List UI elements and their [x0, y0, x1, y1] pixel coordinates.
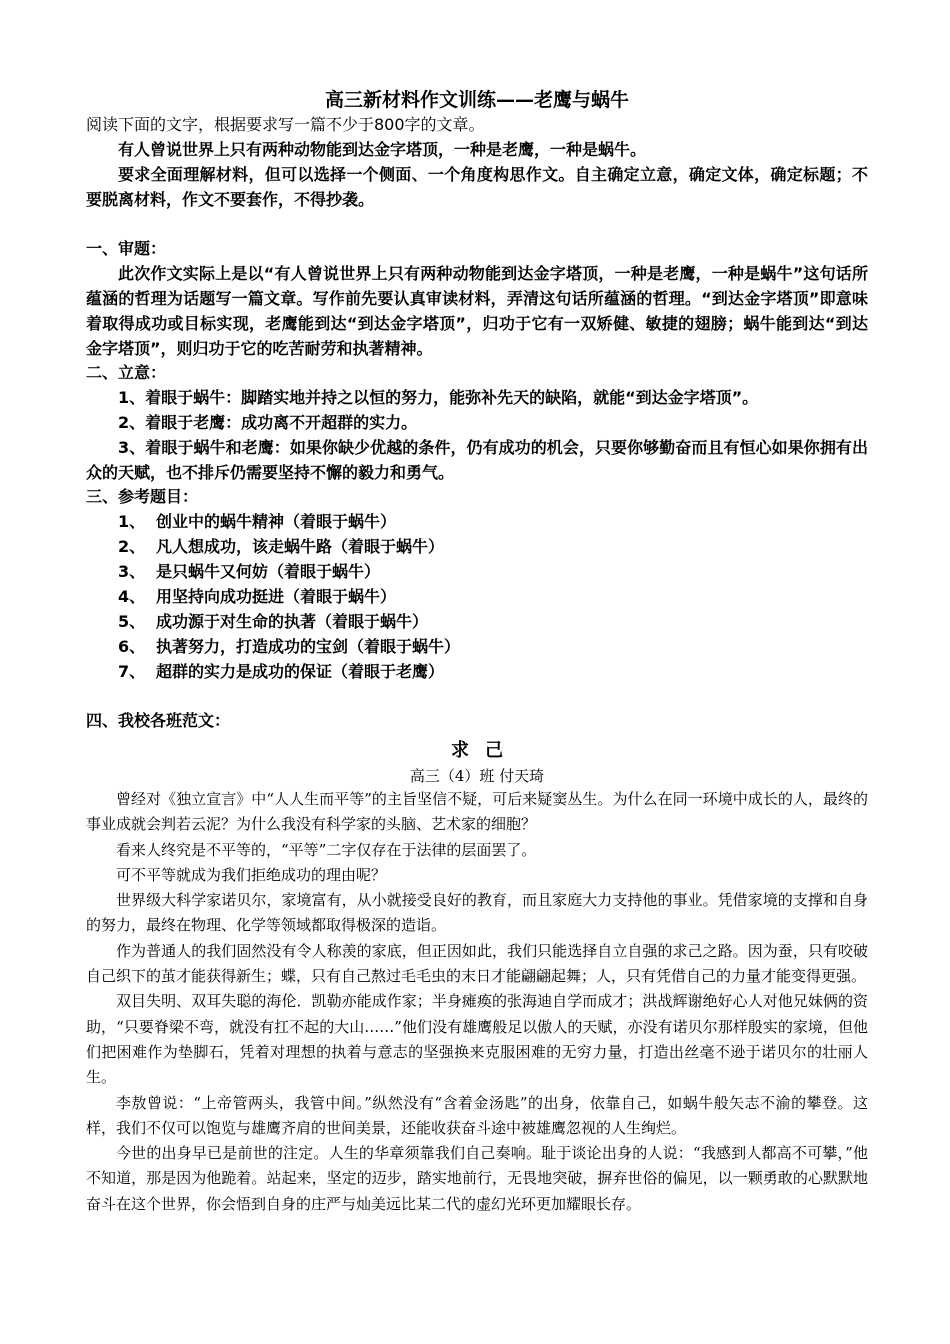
section2-heading: 二、立意： — [86, 363, 167, 382]
essay-paragraph: 可不平等就成为我们拒绝成功的理由呢？ — [116, 865, 387, 884]
topic-list — [86, 509, 868, 684]
section2-item-2: 2、着眼于老鹰：成功离不开超群的实力。 — [118, 413, 418, 432]
topic-item: 3、 是只蜗牛又何妨（着眼于蜗牛） — [118, 562, 381, 581]
prompt-intro: 阅读下面的文字，根据要求写一篇不少于800字的文章。 — [86, 115, 485, 134]
section1-text: 此次作文实际上是以“有人曾说世界上只有两种动物能到达金字塔顶，一种是老鹰，一种是蜗牛”这句话所蕴涵的哲理为话题写一篇文章。写作前先要认真审读材料，弄清这句话所蕴涵的哲理。“到达金字塔顶”即意味着取得成功或目标实现，老鹰能到达“到达金字塔顶”，归功于它有一双矫健、敏捷的翅膀；蜗牛能到达“到达金字塔顶”，则归功于它的吃苦耐劳和执著精神。 — [86, 264, 868, 358]
topic-item: 4、 用坚持向成功挺进（着眼于蜗牛） — [118, 587, 397, 606]
topic-item: 7、 超群的实力是成功的保证（着眼于老鹰） — [118, 662, 445, 681]
essay-paragraph: 李敖曾说：“上帝管两头，我管中间。”纵然没有“含着金汤匙”的出身，依靠自己，如蜗牛般矢志不渝的攀登。这样，我们不仅可以饱览与雄鹰齐肩的世间美景，还能收获奋斗途中被雄鹰忽视的人生绚烂。 — [86, 1093, 868, 1137]
document-page — [86, 88, 868, 1217]
essay-paragraph: 今世的出身早已是前世的注定。人生的华章须靠我们自己奏响。耻于谈论出身的人说：“我感到人都高不可攀，”他不知道，那是因为他跪着。站起来，坚定的迈步，踏实地前行，无畏地突破，摒弃世俗的偏见，以一颗勇敢的心默默地奋斗在这个世界，你会悟到自身的庄严与灿美远比某二代的虚幻光环更加耀眼长存。 — [86, 1144, 868, 1213]
topic-item: 1、 创业中的蜗牛精神（着眼于蜗牛） — [118, 512, 397, 531]
document-title: 高三新材料作文训练——老鹰与蜗牛 — [324, 89, 629, 111]
topic-item: 5、 成功源于对生命的执著（着眼于蜗牛） — [118, 612, 429, 631]
section3-heading: 三、参考题目： — [86, 487, 199, 506]
topic-item: 6、 执著努力，打造成功的宝剑（着眼于蜗牛） — [118, 637, 461, 656]
essay-title: 求己 — [451, 740, 519, 761]
essay-paragraph: 曾经对《独立宣言》中“人人生而平等”的主旨坚信不疑，可后来疑窦丛生。为什么在同一环境中成长的人，最终的事业成就会判若云泥？为什么我没有科学家的头脑、艺术家的细胞？ — [86, 790, 868, 834]
spacer — [86, 684, 868, 709]
essay-byline: 高三（4）班 付天琦 — [409, 767, 545, 785]
topic-item: 2、 凡人想成功，该走蜗牛路（着眼于蜗牛） — [118, 537, 445, 556]
essay-paragraph: 看来人终究是不平等的，“平等”二字仅存在于法律的层面罢了。 — [116, 840, 537, 859]
section4-heading: 四、我校各班范文： — [86, 711, 231, 730]
section2-item-1: 1、着眼于蜗牛：脚踏实地并持之以恒的努力，能弥补先天的缺陷，就能“到达金字塔顶”。 — [118, 388, 759, 407]
essay-paragraph: 作为普通人的我们固然没有令人称羡的家底，但正因如此，我们只能选择自立自强的求己之路。因为蚕，只有咬破自己织下的茧才能获得新生；蝶，只有自己熬过毛毛虫的末日才能翩翩起舞；人，只有凭借自己的力量才能变得更强。 — [86, 941, 868, 986]
section1-heading: 一、审题： — [86, 239, 167, 258]
section2-item-3: 3、着眼于蜗牛和老鹰：如果你缺少优越的条件，仍有成功的机会，只要你够勤奋而且有恒心如果你拥有出众的天赋，也不排斥仍需要坚持不懈的毅力和勇气。 — [86, 438, 868, 482]
spacer — [86, 212, 868, 237]
prompt-requirements: 要求全面理解材料，但可以选择一个侧面、一个角度构思作文。自主确定立意，确定文体，确定标题；不要脱离材料，作文不要套作，不得抄袭。 — [86, 165, 868, 209]
prompt-material: 有人曾说世界上只有两种动物能到达金字塔顶，一种是老鹰，一种是蜗牛。 — [118, 140, 647, 159]
essay-paragraph: 世界级大科学家诺贝尔，家境富有，从小就接受良好的教育，而且家庭大力支持他的事业。凭借家境的支撑和自身的努力，最终在物理、化学等领域都取得极深的造诣。 — [86, 891, 868, 935]
essay-paragraph: 双目失明、双耳失聪的海伦．凯勒亦能成作家；半身瘫痪的张海迪自学而成才；洪战辉谢绝好心人对他兄妹俩的资助，“只要脊梁不弯，就没有扛不起的大山……”他们没有雄鹰般足以傲人的天赋，亦没有诺贝尔那样殷实的家境，但他们把困难作为垫脚石，凭着对理想的执着与意志的坚强换来克服困难的无穷力量，打造出丝毫不逊于诺贝尔的壮丽人生。 — [86, 992, 868, 1087]
